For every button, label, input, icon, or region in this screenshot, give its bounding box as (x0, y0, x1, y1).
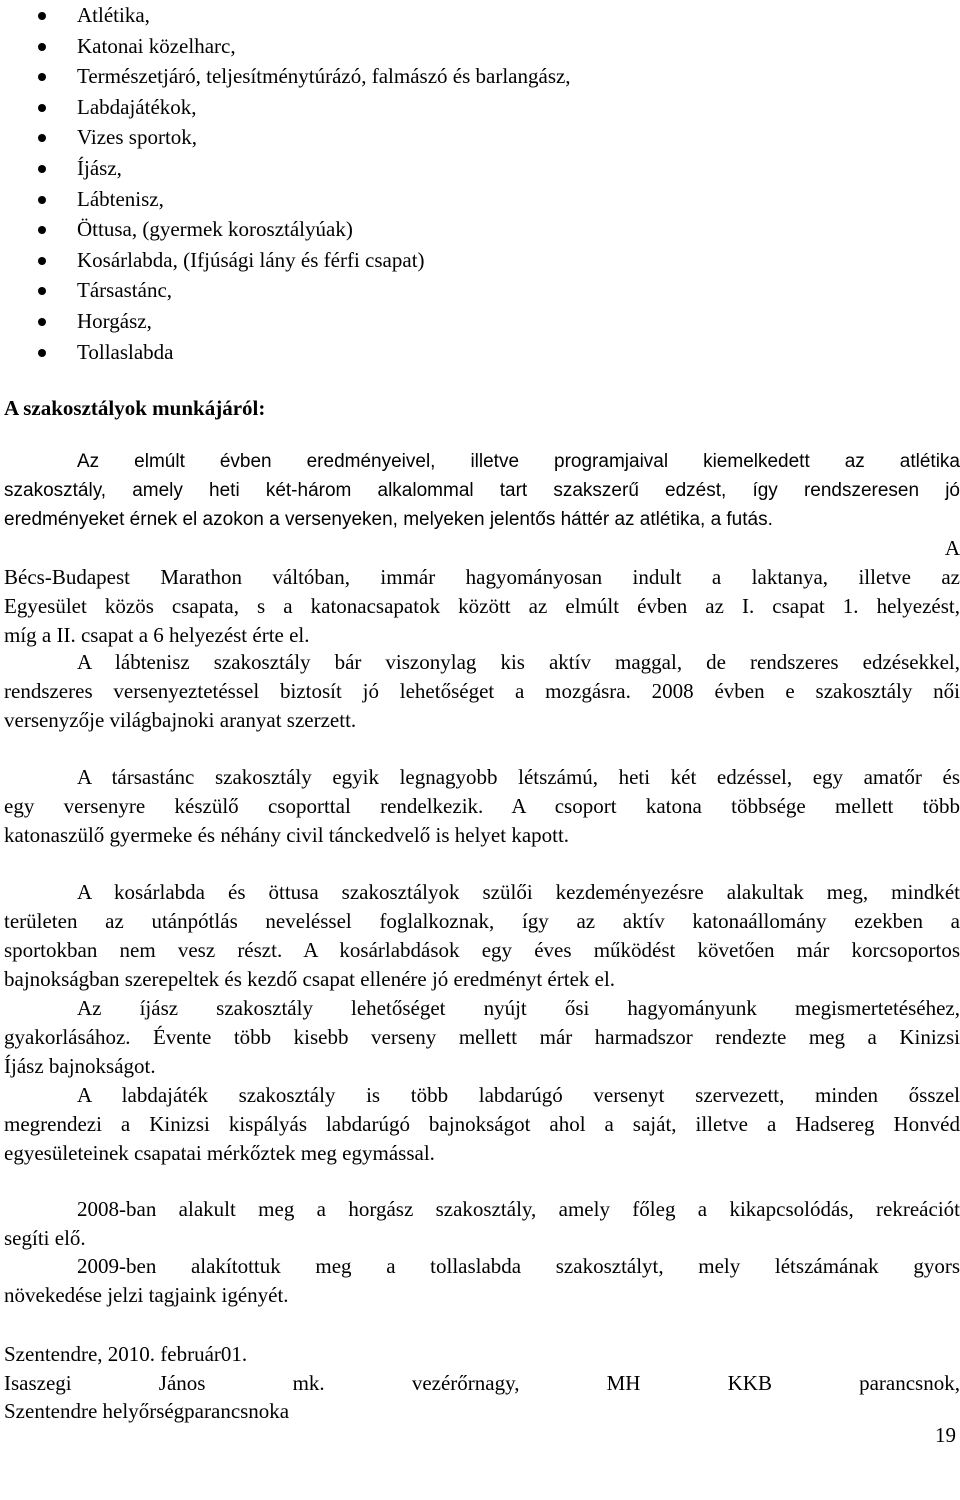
paragraph-fishing (4, 1195, 960, 1253)
text-line: A társastánc szakosztály egyik legnagyobb létszámú, heti két edzéssel, egy amatőr és (77, 765, 960, 789)
list-item: Vizes sportok, (0, 122, 571, 153)
signature-title: Szentendre helyőrségparancsnoka (4, 1399, 290, 1423)
paragraph-archery (4, 994, 960, 1081)
text-line: egy versenyre készülő csoporttal rendelkezik. A csoport katona többsége mellett több (4, 794, 960, 818)
list-item: Öttusa, (gyermek korosztályúak) (0, 214, 571, 245)
bullet-icon (38, 134, 46, 142)
bullet-icon (38, 287, 46, 295)
text-line: míg a II. csapat a 6 helyezést érte el. (4, 623, 310, 647)
list-item: Lábtenisz, (0, 184, 571, 215)
text-line: segíti elő. (4, 1226, 86, 1250)
bullet-icon (38, 318, 46, 326)
text-line: A kosárlabda és öttusa szakosztályok szülői kezdeményezésre alakultak meg, mindkét (77, 880, 960, 904)
paragraph-athletics (4, 447, 960, 534)
signature-word: vezérőrnagy, (411, 1370, 520, 1395)
text-line: versenyzője világbajnoki aranyat szerzett. (4, 708, 357, 732)
text-line: Az elmúlt évben eredményeivel, illetve programjaival kiemelkedett az atlétika (77, 451, 960, 472)
paragraph-ballgames (4, 1081, 960, 1168)
signature-word: mk. (292, 1370, 325, 1395)
section-heading: A szakosztályok munkájáról: (4, 396, 266, 420)
signature-word: Isaszegi (4, 1370, 72, 1395)
bullet-icon (38, 349, 46, 357)
text-line: A lábtenisz szakosztály bár viszonylag kis aktív maggal, de rendszeres edzésekkel, (77, 650, 960, 674)
place-date: Szentendre, 2010. február01. (4, 1342, 248, 1366)
text-line: területen az utánpótlás neveléssel foglalkoznak, így az aktív katonaállomány ezekben a (4, 909, 960, 933)
closing-block (4, 1340, 960, 1426)
text-line: Bécs-Budapest Marathon váltóban, immár hagyományosan indult a laktanya, illetve az (4, 565, 960, 589)
bullet-icon (38, 257, 46, 265)
bullet-icon (38, 165, 46, 173)
text-line: eredményeket érnek el azokon a versenyeken, melyeken jelentős háttér az atlétika, a futás. (4, 509, 773, 530)
text-line: szakosztály, amely heti két-három alkalommal tart szakszerű edzést, így rendszeresen jó (4, 480, 960, 501)
bullet-icon (38, 12, 46, 20)
bullet-icon (38, 196, 46, 204)
text-line: katonaszülő gyermeke és néhány civil tánckedvelő is helyet kapott. (4, 823, 570, 847)
signature-word: KKB (727, 1370, 772, 1395)
text-line: növekedése jelzi tagjaink igényét. (4, 1283, 289, 1307)
text-line: Az íjász szakosztály lehetőséget nyújt ősi hagyományunk megismertetéséhez, (77, 996, 960, 1020)
text-line: Egyesület közös csapata, s a katonacsapatok között az elmúlt évben az I. csapat 1. helyezést, (4, 594, 960, 618)
text-line: 2008-ban alakult meg a horgász szakosztály, amely főleg a kikapcsolódás, rekreációt (77, 1197, 960, 1221)
signature-word: MH (606, 1370, 641, 1395)
signature-word: János (158, 1370, 206, 1395)
paragraph-basketball (4, 878, 960, 994)
text-line: megrendezi a Kinizsi kispályás labdarúgó bajnokságot ahol a saját, illetve a Hadsereg Honvéd (4, 1112, 960, 1136)
paragraph-footvolley (4, 648, 960, 735)
bullet-icon (38, 226, 46, 234)
paragraph-dance (4, 763, 960, 850)
bullet-icon (38, 43, 46, 51)
text-line: A (944, 536, 960, 560)
paragraph-marathon (4, 534, 960, 650)
bullet-icon (38, 104, 46, 112)
list-item: Társastánc, (0, 275, 571, 306)
paragraph-badminton (4, 1252, 960, 1310)
page-number: 19 (935, 1423, 956, 1447)
text-line: A labdajáték szakosztály is több labdarúgó versenyt szervezett, minden ősszel (77, 1083, 960, 1107)
text-line: rendszeres versenyeztetéssel biztosít jó lehetőséget a mozgásra. 2008 évben e szakosztály női (4, 679, 960, 703)
list-item: Katonai közelharc, (0, 31, 571, 62)
list-item: Íjász, (0, 153, 571, 184)
bullet-icon (38, 73, 46, 81)
signature-word: parancsnok, (859, 1370, 960, 1395)
list-item: Kosárlabda, (Ifjúsági lány és férfi csapat) (0, 245, 571, 276)
section-list (0, 0, 571, 367)
list-item: Labdajátékok, (0, 92, 571, 123)
text-line: 2009-ben alakítottuk meg a tollaslabda szakosztályt, mely létszámának gyors (77, 1254, 960, 1278)
signature-line (4, 1369, 960, 1398)
text-line: egyesületeinek csapatai mérkőztek meg egymással. (4, 1141, 435, 1165)
text-line: bajnokságban szerepeltek és kezdő csapat ellenére jó eredményt értek el. (4, 967, 616, 991)
list-item: Atlétika, (0, 0, 571, 31)
list-item: Természetjáró, teljesítménytúrázó, falmászó és barlangász, (0, 61, 571, 92)
list-item: Tollaslabda (0, 337, 571, 368)
text-line: gyakorlásához. Évente több kisebb verseny mellett már harmadszor rendezte meg a Kinizsi (4, 1025, 960, 1049)
text-line: Íjász bajnokságot. (4, 1054, 156, 1078)
text-line: sportokban nem vesz részt. A kosárlabdások egy éves működést követően már korcsoportos (4, 938, 960, 962)
list-item: Horgász, (0, 306, 571, 337)
